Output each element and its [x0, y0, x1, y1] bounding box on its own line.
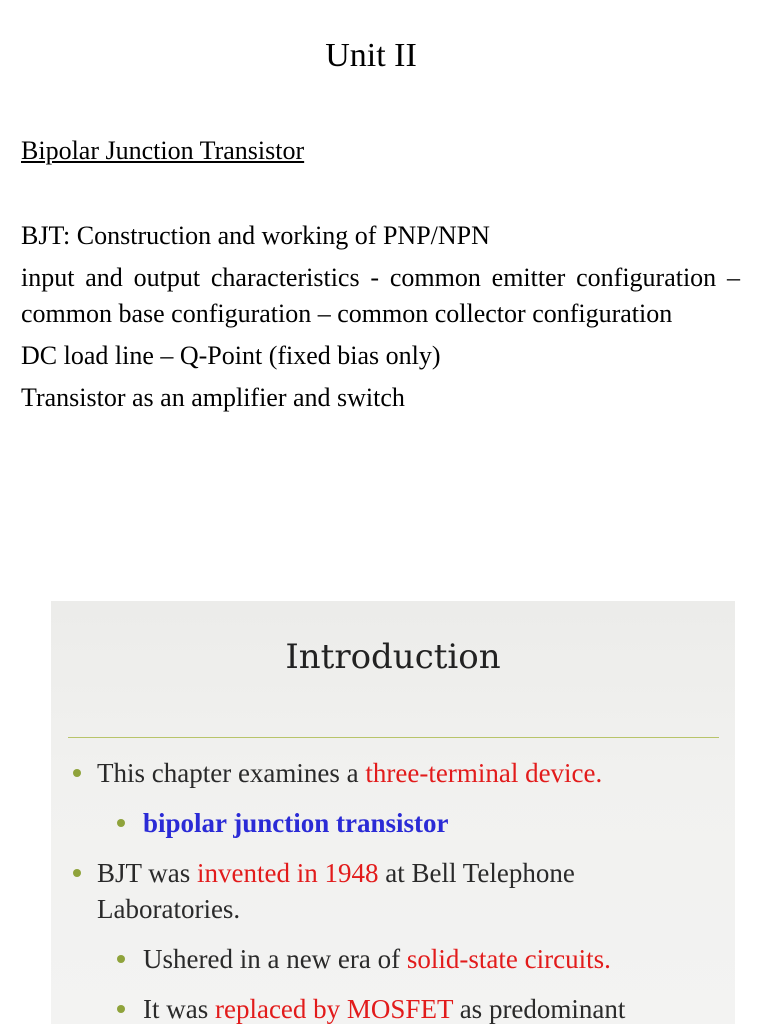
slide-divider — [68, 737, 719, 738]
bullet-text: This chapter examines a — [97, 758, 366, 788]
bullet-text: Ushered in a new era of — [143, 944, 407, 974]
page-title: Unit II — [325, 37, 417, 74]
bullet-text: at Bell Telephone — [378, 858, 575, 888]
bullet-text: BJT was — [97, 858, 198, 888]
emphasis-text: bipolar junction transistor — [143, 808, 449, 838]
section-heading: Bipolar Junction Transistor — [21, 136, 305, 165]
slide-bullet — [97, 755, 602, 791]
syllabus-line: Transistor as an amplifier and switch — [21, 383, 405, 412]
slide-title: Introduction — [285, 637, 501, 677]
syllabus-line: input and output characteristics - common emitter configuration – common base configuration – common collector configuration — [21, 263, 740, 328]
bullet-dot-icon — [117, 819, 125, 827]
highlight-text: three-terminal device. — [365, 758, 603, 788]
slide-bullet-continuation: Laboratories. — [97, 894, 241, 924]
syllabus-line: DC load line – Q-Point (fixed bias only) — [21, 341, 441, 370]
bullet-text: as predominant — [452, 994, 626, 1024]
highlight-text: solid-state circuits. — [406, 944, 611, 974]
highlight-text: replaced by MOSFET — [214, 994, 453, 1024]
bullet-dot-icon — [73, 769, 81, 777]
embedded-slide-image — [51, 601, 735, 1024]
bullet-dot-icon — [73, 869, 81, 877]
syllabus-list — [21, 218, 740, 422]
slide-sub-bullet — [143, 941, 611, 977]
slide-bullet — [97, 855, 575, 891]
slide-sub-bullet — [143, 805, 449, 841]
syllabus-line: BJT: Construction and working of PNP/NPN — [21, 221, 490, 250]
slide-sub-bullet — [143, 991, 625, 1024]
bullet-dot-icon — [117, 955, 125, 963]
bullet-dot-icon — [117, 1005, 125, 1013]
bullet-text: It was — [143, 994, 215, 1024]
highlight-text: invented in 1948 — [197, 858, 379, 888]
